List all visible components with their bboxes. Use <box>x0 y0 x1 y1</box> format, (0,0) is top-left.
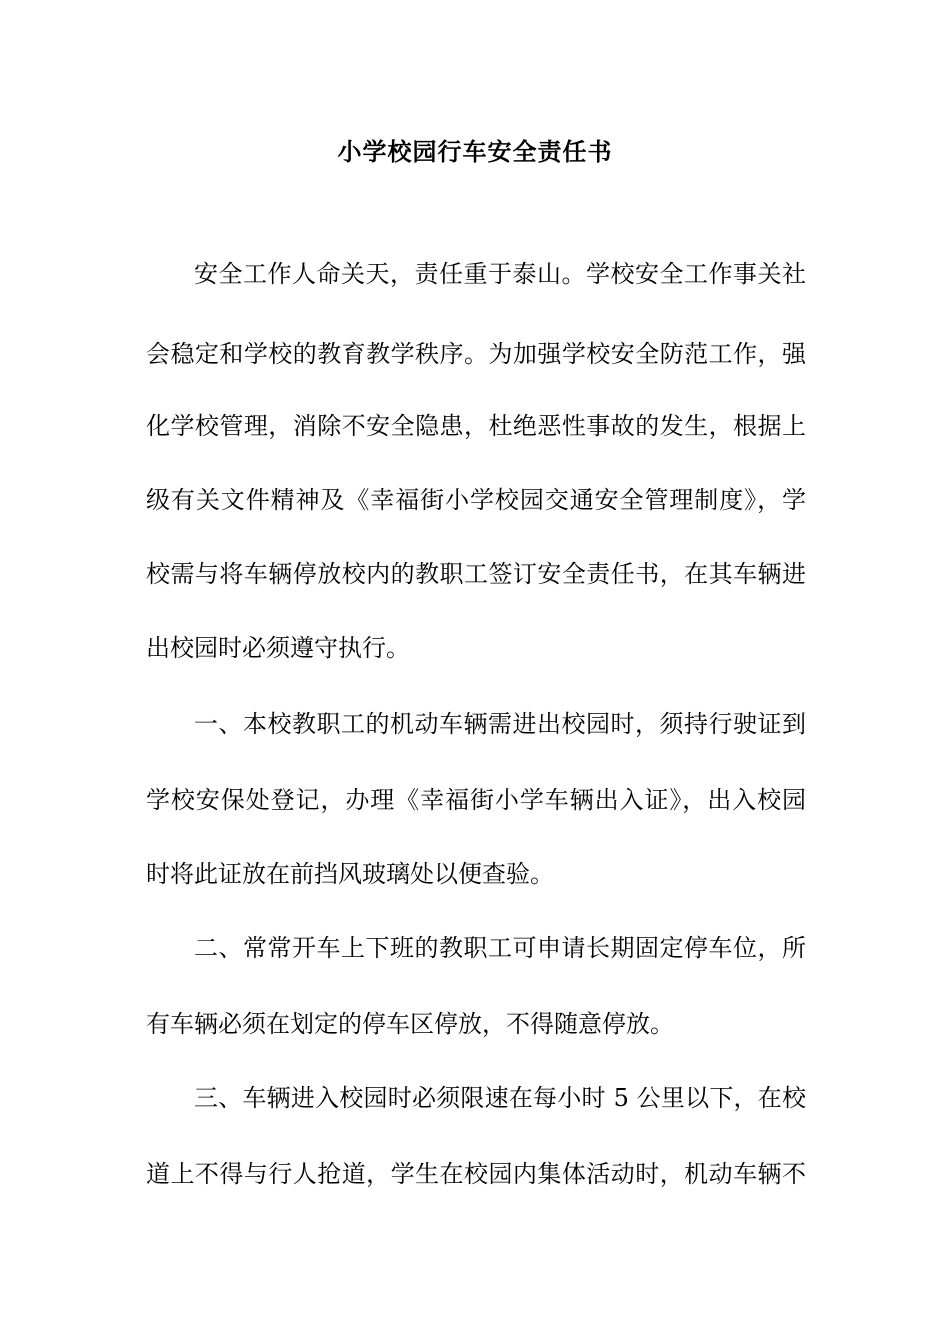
paragraph-line: 学校安保处登记，办理《幸福街小学车辆出入证》，出入校园 <box>146 786 806 814</box>
paragraph-line: 三、车辆进入校园时必须限速在每小时 5 公里以下，在校 <box>194 1084 806 1112</box>
paragraph-line: 级有关文件精神及《幸福街小学校园交通安全管理制度》，学 <box>146 486 806 514</box>
paragraph-line: 化学校管理，消除不安全隐患，杜绝恶性事故的发生，根据上 <box>146 412 806 440</box>
paragraph-line: 时将此证放在前挡风玻璃处以便查验。 <box>146 860 554 888</box>
paragraph-line: 校需与将车辆停放校内的教职工签订安全责任书，在其车辆进 <box>146 560 806 588</box>
paragraph-line: 安全工作人命关天，责任重于泰山。学校安全工作事关社 <box>194 260 806 288</box>
paragraph-line: 会稳定和学校的教育教学秩序。为加强学校安全防范工作，强 <box>146 340 806 368</box>
document-title: 小学校园行车安全责任书 <box>337 137 613 166</box>
paragraph-line: 道上不得与行人抢道，学生在校园内集体活动时，机动车辆不 <box>146 1160 806 1188</box>
paragraph-line: 出校园时必须遵守执行。 <box>146 634 410 662</box>
paragraph-line: 有车辆必须在划定的停车区停放，不得随意停放。 <box>146 1010 674 1038</box>
paragraph-line: 二、常常开车上下班的教职工可申请长期固定停车位，所 <box>194 934 806 962</box>
paragraph-line: 一、本校教职工的机动车辆需进出校园时，须持行驶证到 <box>194 710 806 738</box>
